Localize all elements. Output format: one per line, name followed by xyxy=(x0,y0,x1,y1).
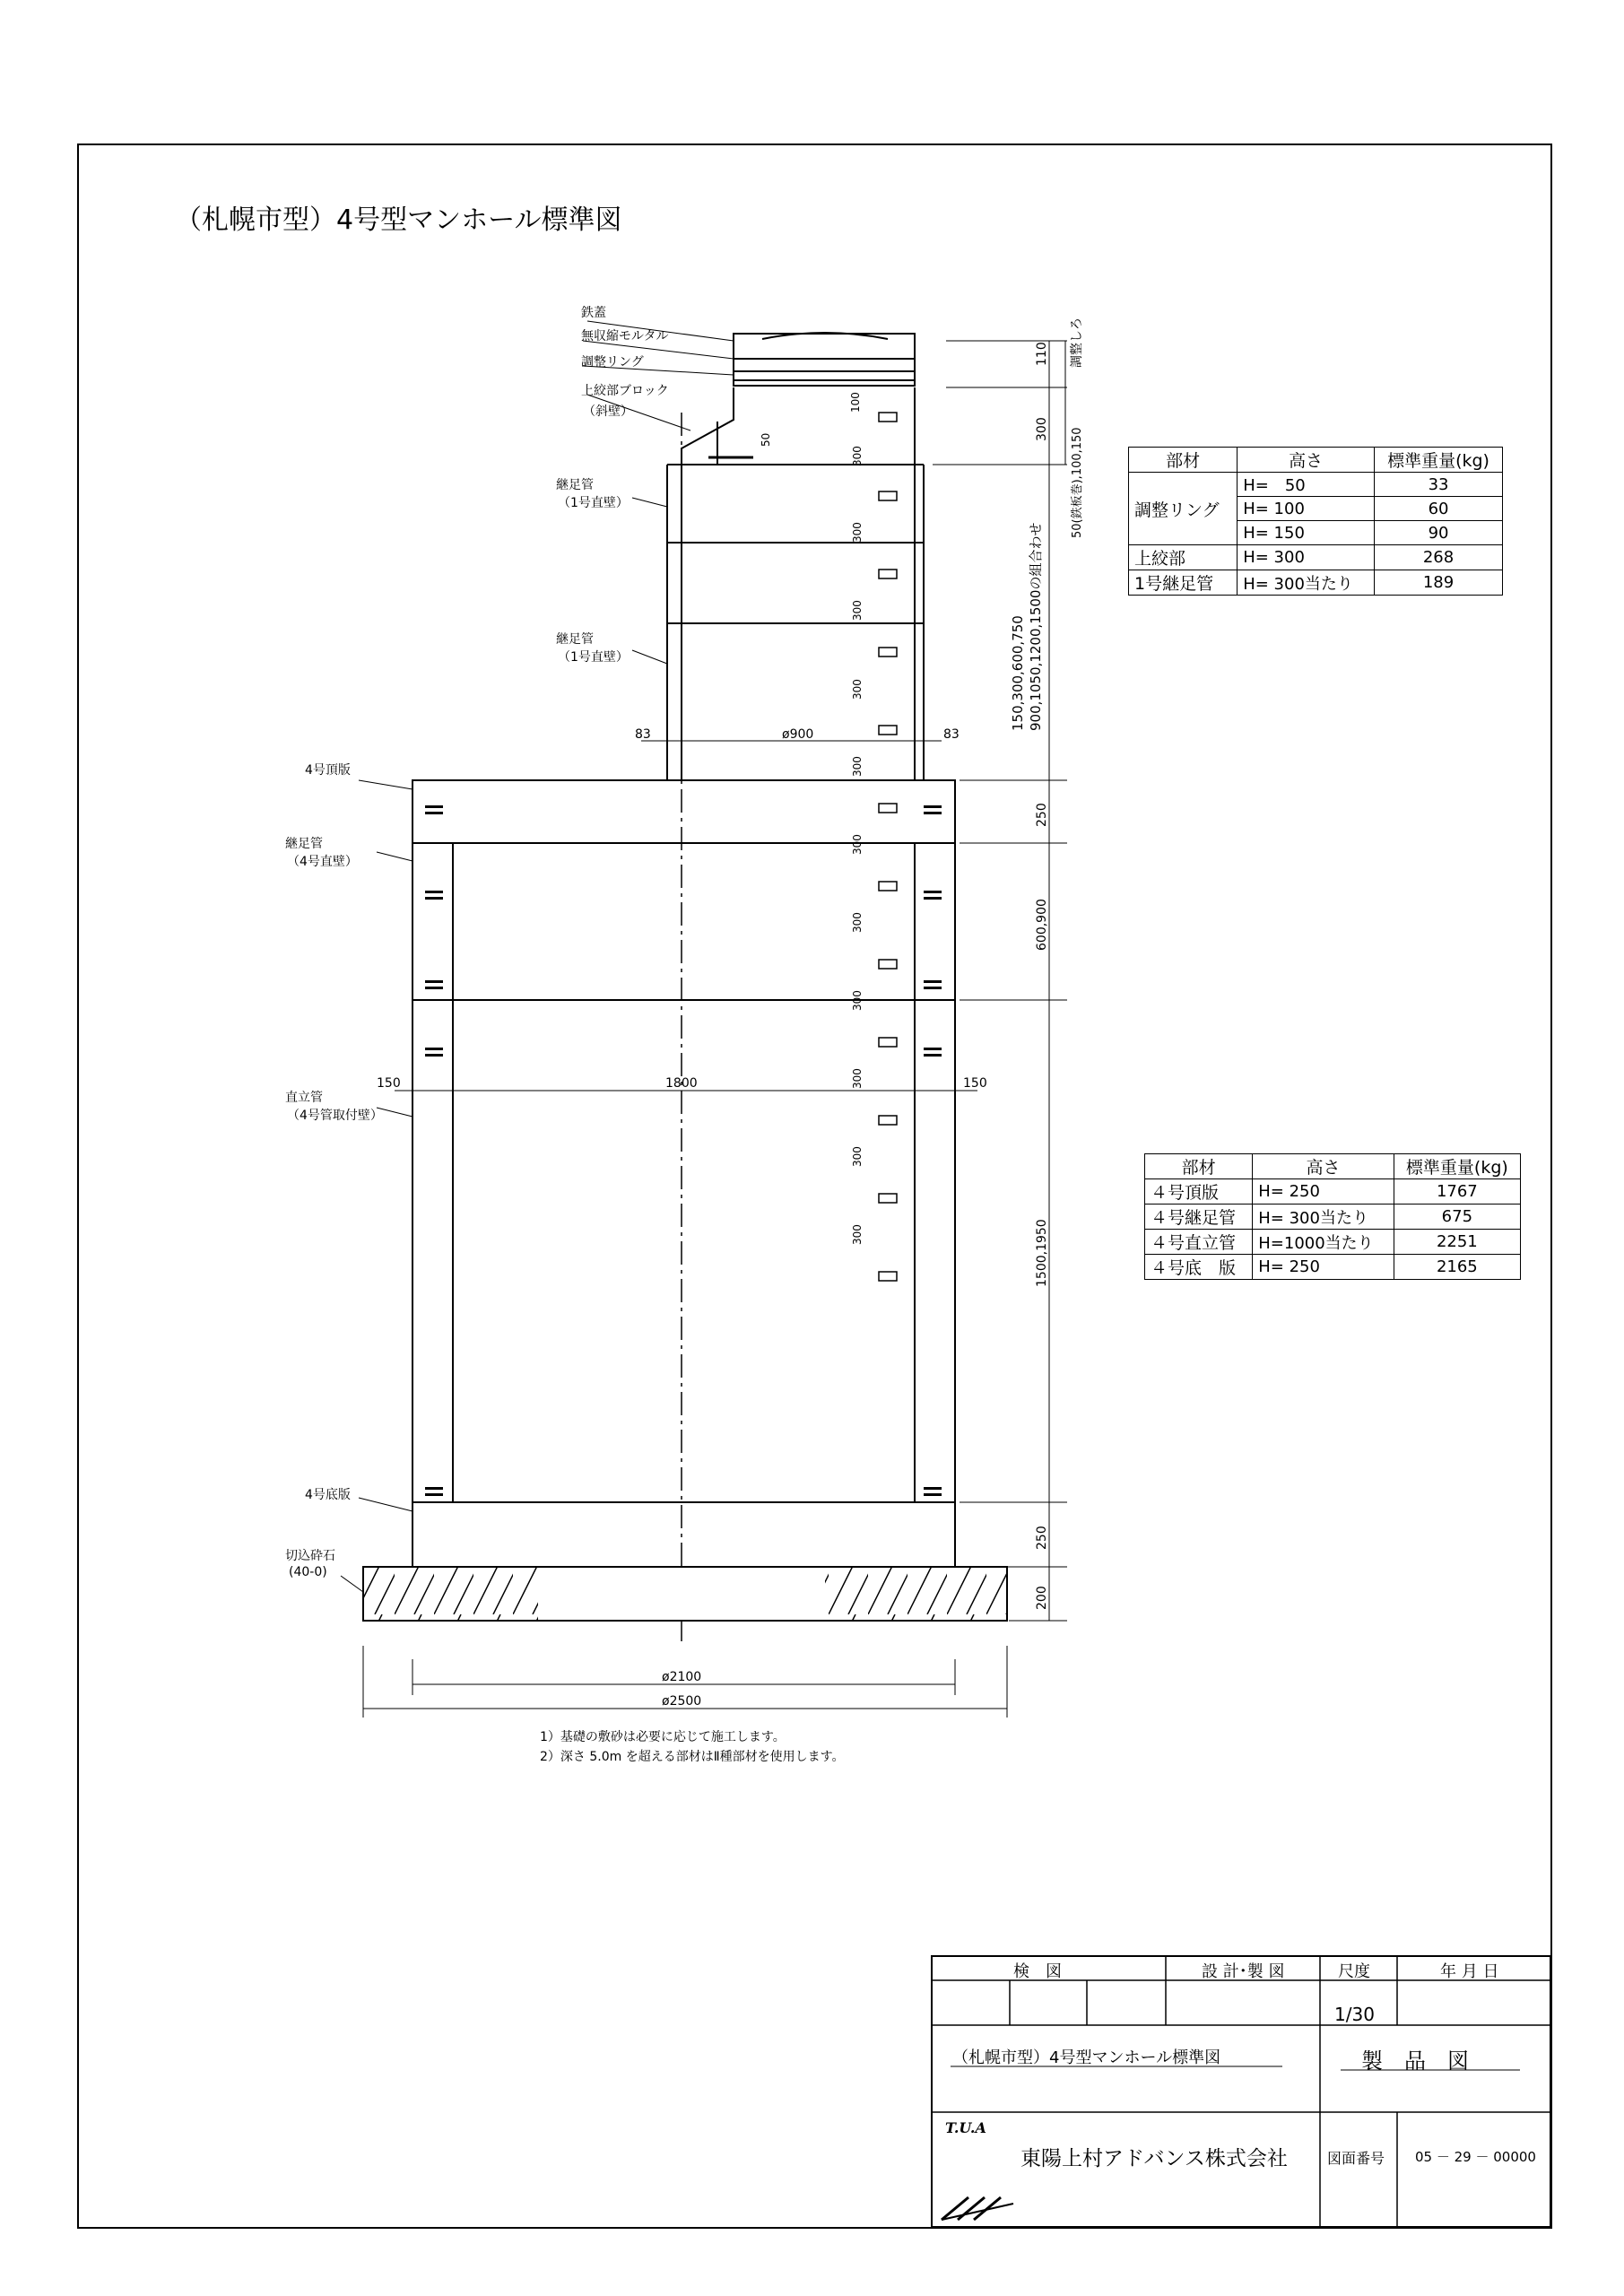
label-gravel: 切込砕石 xyxy=(285,1549,335,1563)
title-block xyxy=(931,1955,1551,2228)
dim-250-bottom: 250 xyxy=(1035,1526,1049,1550)
dim-110: 110 xyxy=(1035,342,1049,366)
table2-cell: ４号継足管 xyxy=(1145,1205,1253,1230)
table2-header: 高さ xyxy=(1253,1154,1394,1179)
dim-1800: 1800 xyxy=(665,1076,698,1091)
table2-cell: H=1000当たり xyxy=(1253,1230,1394,1255)
step-300: 300 xyxy=(851,834,864,855)
title-block-grid xyxy=(933,1957,1550,2226)
table1-cell: 上絞部 xyxy=(1129,545,1238,570)
weight-table-1 xyxy=(1128,447,1503,596)
table2-cell: H= 300当たり xyxy=(1253,1205,1394,1230)
step-300: 300 xyxy=(851,522,864,543)
label-pipe1b-sub: （1号直壁） xyxy=(558,650,629,665)
table1-header: 標準重量(kg) xyxy=(1375,448,1503,473)
step-300: 300 xyxy=(851,1224,864,1245)
table1-cell: H= 300 xyxy=(1238,545,1375,570)
label-straight4-sub: （4号管取付壁） xyxy=(287,1109,383,1123)
table2-header: 部材 xyxy=(1145,1154,1253,1179)
table1-cell: 189 xyxy=(1375,570,1503,596)
label-gravel-sub: (40-0) xyxy=(289,1565,327,1579)
pipe4 xyxy=(413,843,955,1000)
table1-cell: 60 xyxy=(1375,497,1503,521)
table1-cell: 33 xyxy=(1375,473,1503,497)
page-title: （札幌市型）4号型マンホール標準図 xyxy=(175,204,622,236)
label-top-slab4: 4号頂版 xyxy=(305,763,351,778)
number-label: 図面番号 xyxy=(1327,2150,1385,2167)
dim-combo2: 900,1050,1200,1500の組合わせ xyxy=(1028,522,1044,731)
drawing-kind: 製 品 図 xyxy=(1361,2048,1469,2074)
label-pipe4: 継足管 xyxy=(285,837,323,851)
table-row xyxy=(1145,1255,1521,1280)
scale-header: 尺度 xyxy=(1338,1962,1370,1981)
table-row xyxy=(1129,473,1503,497)
dim-150-right: 150 xyxy=(963,1076,987,1091)
weight-table-2 xyxy=(1144,1153,1521,1280)
dim-1500: 1500,1950 xyxy=(1035,1219,1049,1287)
table2-cell: 1767 xyxy=(1394,1179,1520,1205)
table-row xyxy=(1129,570,1503,596)
dim-83-right: 83 xyxy=(943,727,960,742)
table1-cell: H= 100 xyxy=(1238,497,1375,521)
dim-combo1: 150,300,600,750 xyxy=(1010,615,1026,731)
straight4 xyxy=(413,1000,955,1502)
table2-cell: H= 250 xyxy=(1253,1179,1394,1205)
note-2: 2）深さ 5.0m を超える部材はⅡ種部材を使用します。 xyxy=(540,1750,845,1764)
step-300: 300 xyxy=(851,1146,864,1167)
table1-cell: 調整リング xyxy=(1129,473,1238,545)
table2-cell: H= 250 xyxy=(1253,1255,1394,1280)
table-row xyxy=(1145,1179,1521,1205)
label-upper-block-sub: （斜壁） xyxy=(583,404,633,419)
table1-cell: 268 xyxy=(1375,545,1503,570)
step-300: 300 xyxy=(851,912,864,933)
table2-cell: ４号直立管 xyxy=(1145,1230,1253,1255)
step-300: 300 xyxy=(851,1068,864,1089)
table-row xyxy=(1145,1205,1521,1230)
label-iron-lid: 鉄蓋 xyxy=(581,306,606,320)
table2-cell: ４号頂版 xyxy=(1145,1179,1253,1205)
step-300: 300 xyxy=(851,679,864,700)
dim-200: 200 xyxy=(1035,1586,1049,1610)
label-straight4: 直立管 xyxy=(285,1091,323,1105)
label-upper-block: 上絞部ブロック xyxy=(581,384,669,398)
upper-block-left xyxy=(682,387,734,465)
scale-value: 1/30 xyxy=(1334,2004,1375,2025)
dim-2100: ø2100 xyxy=(662,1670,702,1684)
dim-900: ø900 xyxy=(782,727,814,742)
label-mortar: 無収縮モルタル xyxy=(581,329,669,344)
company-logo xyxy=(942,2197,1013,2220)
top-slab4 xyxy=(413,780,955,843)
label-adjust-ring: 調整リング xyxy=(581,355,644,370)
table2-cell: 675 xyxy=(1394,1205,1520,1230)
date-header: 年 月 日 xyxy=(1440,1962,1499,1981)
label-pipe4-sub: （4号直壁） xyxy=(287,855,358,869)
dim-50: 50 xyxy=(760,432,772,447)
table2-header: 標準重量(kg) xyxy=(1394,1154,1520,1179)
table1-header: 高さ xyxy=(1238,448,1375,473)
step-300: 300 xyxy=(851,600,864,621)
drawing-number: 05 － 29 － 00000 xyxy=(1415,2149,1536,2165)
table-row xyxy=(1129,545,1503,570)
note-1: 1）基礎の敷砂は必要に応じて施工します。 xyxy=(540,1730,786,1744)
table1-cell: H= 150 xyxy=(1238,521,1375,545)
design-header: 設 計･製 図 xyxy=(1202,1962,1285,1981)
label-pipe1a: 継足管 xyxy=(556,478,594,492)
table1-cell: 1号継足管 xyxy=(1129,570,1238,596)
table1-cell: 90 xyxy=(1375,521,1503,545)
dim-83-left: 83 xyxy=(635,727,651,742)
dim-adjust: 調整しろ xyxy=(1070,317,1084,368)
label-bottom4: 4号底版 xyxy=(305,1488,351,1502)
drawing-title: （札幌市型）4号型マンホール標準図 xyxy=(952,2048,1221,2067)
label-pipe1a-sub: （1号直壁） xyxy=(558,496,629,510)
label-pipe1b: 継足管 xyxy=(556,632,594,647)
table2-cell: 2165 xyxy=(1394,1255,1520,1280)
table1-header: 部材 xyxy=(1129,448,1238,473)
table1-cell: H= 50 xyxy=(1238,473,1375,497)
dim-300-top: 300 xyxy=(1035,417,1049,441)
dim-600-900: 600,900 xyxy=(1035,899,1049,951)
dim-ring: 50(鉄板巻),100,150 xyxy=(1071,427,1084,538)
inspect-header: 検 図 xyxy=(1013,1962,1062,1981)
table1-cell: H= 300当たり xyxy=(1238,570,1375,596)
table-row xyxy=(1145,1230,1521,1255)
table2-cell: 2251 xyxy=(1394,1230,1520,1255)
dim-100: 100 xyxy=(849,392,862,413)
bottom4 xyxy=(413,1502,955,1567)
logo-text: T.U.A xyxy=(945,2119,986,2136)
step-300: 300 xyxy=(851,756,864,777)
table2-cell: ４号底 版 xyxy=(1145,1255,1253,1280)
dim-250-top: 250 xyxy=(1035,803,1049,827)
step-300: 300 xyxy=(851,446,864,466)
step-300: 300 xyxy=(851,990,864,1011)
dim-150-left: 150 xyxy=(377,1076,401,1091)
notes xyxy=(540,1727,844,1767)
company-name: 東陽上村アドバンス株式会社 xyxy=(1020,2147,1288,2170)
dim-2500: ø2500 xyxy=(662,1694,702,1709)
